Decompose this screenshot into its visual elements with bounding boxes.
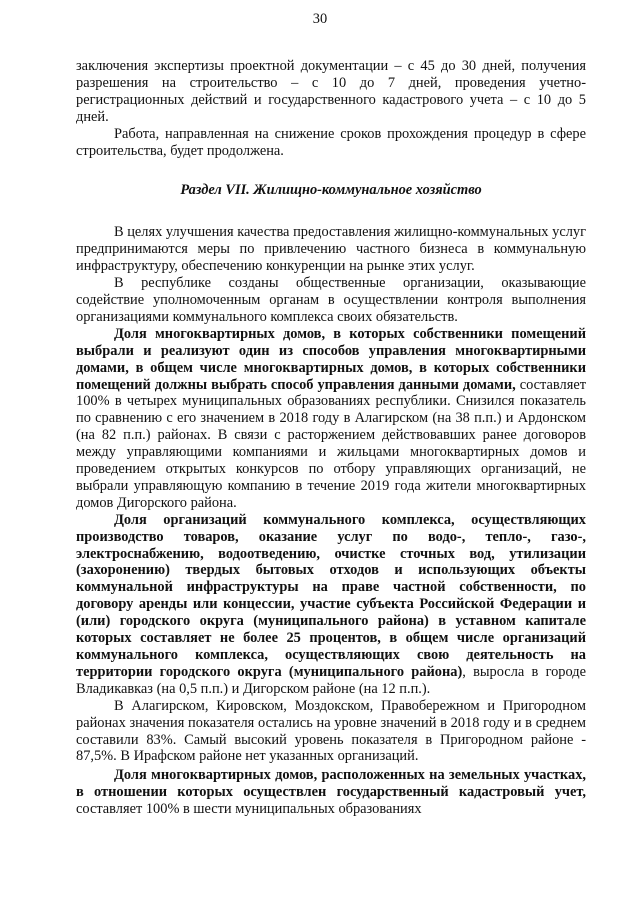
indicator-text-management: составляет 100% в четырех муниципальных образованиях республики. Снизился показатель по сравнению с его значением в 2018 году в Алагирском (на 38 п.п.) и Ардонском (на 82 п.п.) районах. В связи с расторжением действовавших ранее договоров между управляющими компаниями и жильцами многоквартирных домов и проведением открытых конкурсов по отбору управляющих организаций, не выбрали управляющую компанию в течение 2019 года жители многоквартирных домов Дигорского района.	[76, 376, 586, 511]
section-title: Раздел VII. Жилищно-коммунальное хозяйство	[180, 182, 482, 199]
indicator-title-utilities: Доля организаций коммунального комплекса, осуществляющих производство товаров, оказание услуг по водо-, тепло-, газо-, электроснабжению, водоотведению, очистке сточных вод, утилизации (захоронению) твердых бытовых отходов и использующих объекты коммунальной инфраструктуры на праве частной собственности, по договору аренды или концессии, участие субъекта Российской Федерации и (или) городского округа (муниципального района) в уставном капитале которых составляет не более 25 процентов, в общем числе организаций коммунального комплекса, осуществляющих свою деятельность на территории городского округа (муниципального района)	[76, 511, 586, 680]
indicator-title-management: Доля многоквартирных домов, в которых собственники помещений выбрали и реализуют один из способов управления многоквартирными домами, в общем числе многоквартирных домов, в которых собственники помещений должны выбрать способ управления данными домами,	[76, 325, 586, 393]
paragraph-expertise-terms: заключения экспертизы проектной документации – с 45 до 30 дней, получения разрешения на строительство – с 10 до 7 дней, проведения учетно-регистрационных действий и государственного кадастрового учета – с 10 до 5 дней.	[76, 58, 586, 125]
indicator-title-cadastral: Доля многоквартирных домов, расположенных на земельных участках, в отношении которых осуществлен государственный кадастровый учет,	[76, 767, 586, 801]
indicator-text-cadastral: составляет 100% в шести муниципальных образованиях	[76, 801, 422, 818]
document-body	[76, 58, 586, 818]
paragraph-district-values: В Алагирском, Кировском, Моздокском, Правобережном и Пригородном районах значения показателя остались на уровне значений в 2018 году и в среднем составили 83%. Самый высокий уровень показателя в Пригородном районе - 87,5%. В Ирафском районе нет указанных организаций.	[76, 697, 586, 765]
paragraph-public-organizations: В республике созданы общественные организации, оказывающие содействие уполномоченным органам в осуществлении контроля выполнения организациями коммунального комплекса своих обязательств.	[76, 275, 586, 325]
paragraph-cadastral-share	[76, 767, 586, 818]
indicator-text-utilities: , выросла в городе Владикавказ (на 0,5 п.п.) и Дигорском районе (на 12 п.п.).	[76, 663, 586, 697]
paragraph-construction-procedures: Работа, направленная на снижение сроков прохождения процедур в сфере строительства, будет продолжена.	[76, 125, 586, 159]
paragraph-utility-organizations	[76, 512, 586, 698]
paragraph-management-share	[76, 326, 586, 512]
paragraph-housing-services: В целях улучшения качества предоставления жилищно-коммунальных услуг предпринимаются меры по привлечению частного бизнеса в коммунальную инфраструктуру, обеспечению конкуренции на рынке этих услуг.	[76, 224, 586, 275]
page-number: 30	[312, 11, 328, 27]
